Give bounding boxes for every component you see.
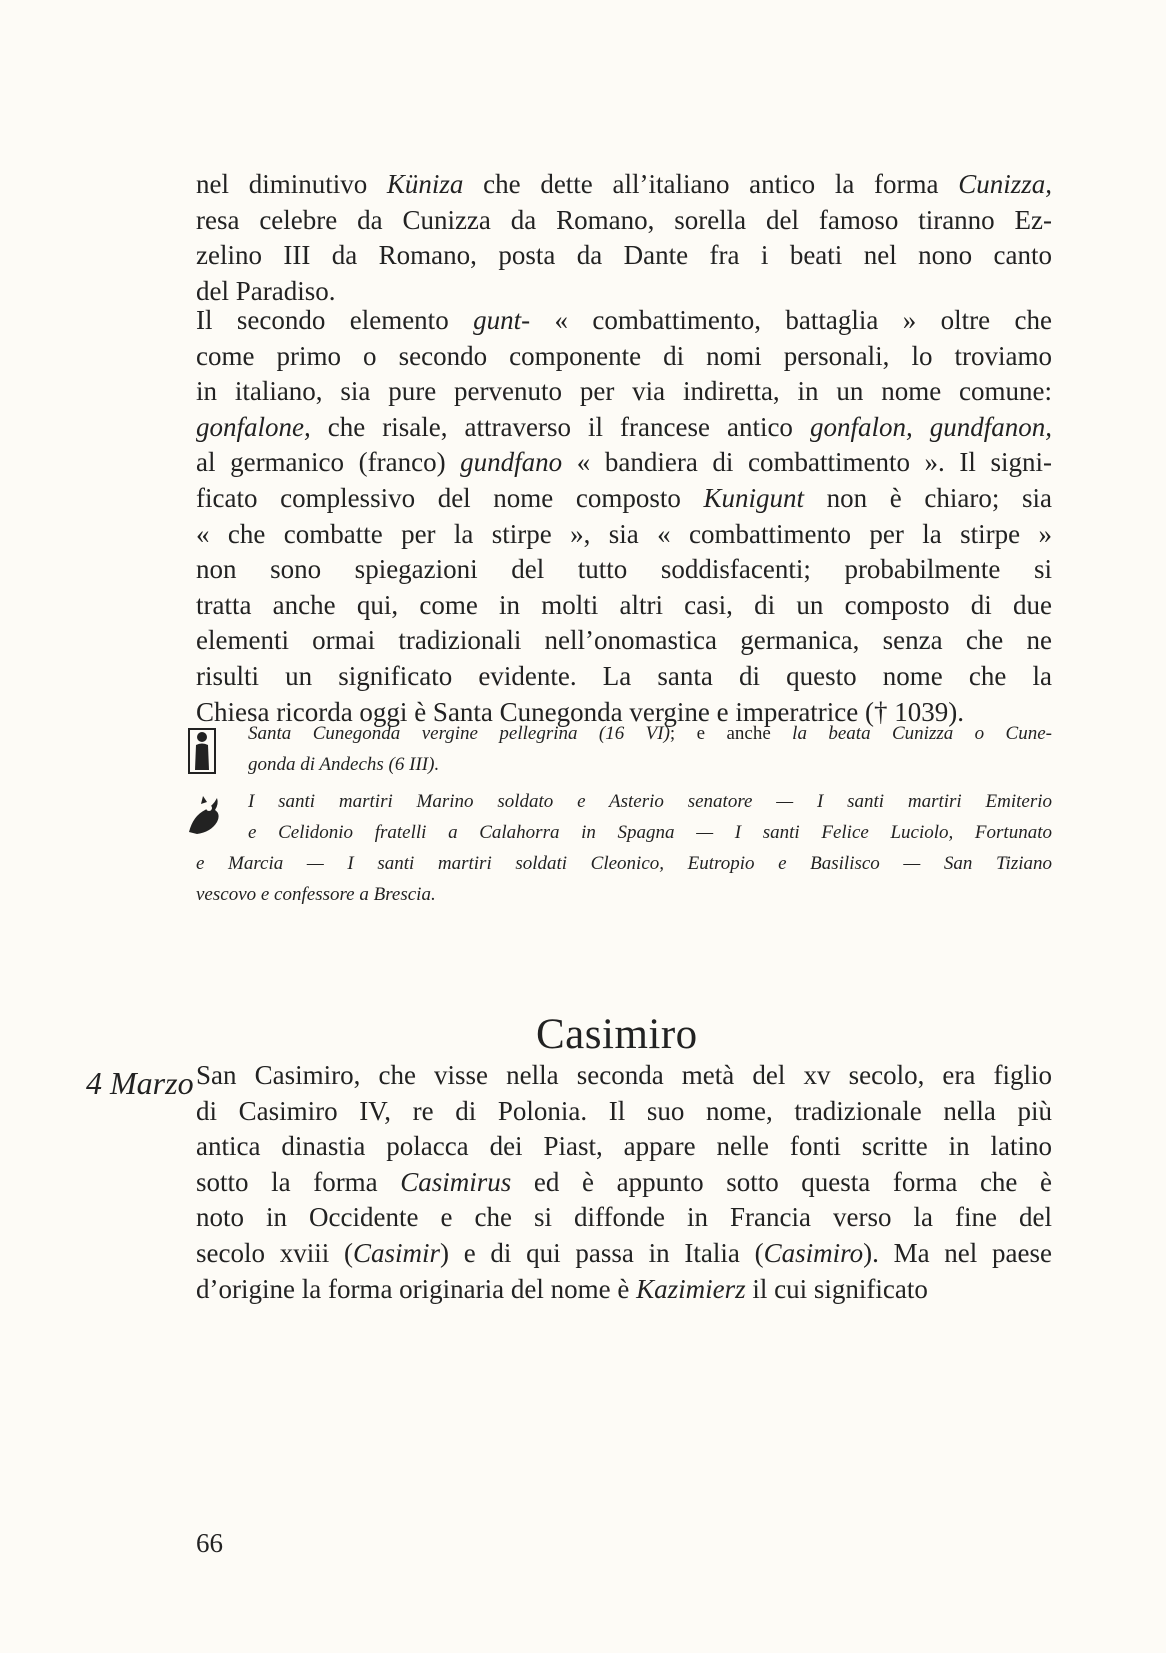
note-run: I santi martiri Marino soldato e Asterio senatore — I santi martiri Emiterio [248, 791, 1052, 812]
note-run: e Celidonio fratelli a Calahorra in Spagna — I santi Felice Luciolo, Fortunato [248, 822, 1052, 843]
italic-term: Kunigunt [703, 482, 805, 513]
text-line [196, 238, 1052, 274]
paragraph-gunt [196, 303, 1052, 730]
text-run: non sono spiegazioni del tutto soddisfacenti; probabilmente si [196, 554, 1052, 585]
italic-term: Casimirus [400, 1166, 512, 1197]
text-run: « bandiera di combattimento ». Il signi- [562, 447, 1052, 478]
text-run: ficato complessivo del nome composto [196, 482, 704, 513]
text-run: del Paradiso. [196, 275, 336, 306]
text-run: non è chiaro; sia [804, 482, 1052, 513]
text-run: ed è appunto sotto questa forma che è [511, 1166, 1053, 1197]
text-line [196, 410, 1052, 446]
saints-note-martyrs [196, 786, 1052, 910]
note-run: e Marcia — I santi martiri soldati Cleonico, Eutropio e Basilisco — San Tiziano [196, 853, 1052, 874]
text-run: tratta anche qui, come in molti altri casi, di un composto di due [196, 589, 1052, 620]
text-run: secolo xviii ( [196, 1237, 353, 1268]
text-line [196, 552, 1052, 588]
text-line [196, 879, 1052, 910]
text-line [196, 1236, 1052, 1272]
text-run: nel diminutivo [196, 169, 387, 199]
text-line [196, 303, 1052, 339]
text-line [196, 718, 1052, 749]
note-run: vescovo e confessore a Brescia. [196, 884, 436, 905]
text-run: risulti un significato evidente. La santa di questo nome che la [196, 660, 1052, 691]
text-run: ) e di qui passa in Italia ( [439, 1237, 764, 1268]
note-run: la beata Cunizza o Cune- [792, 723, 1052, 744]
italic-term: Casimiro [763, 1237, 864, 1268]
text-line [196, 445, 1052, 481]
text-run: « che combatte per la stirpe », sia « combattimento per la stirpe » [196, 518, 1052, 549]
text-line [196, 848, 1052, 879]
text-run: San Casimiro, che visse nella seconda metà del xv secolo, era figlio [196, 1060, 1052, 1090]
text-run: in italiano, sia pure pervenuto per via indiretta, in un nome comune: [196, 376, 1052, 407]
text-run: al germanico (franco) [196, 447, 461, 478]
text-run: il cui significato [745, 1273, 928, 1304]
text-line [196, 1129, 1052, 1165]
text-line [196, 1200, 1052, 1236]
text-line [196, 517, 1052, 553]
upright-run: ; e anche [669, 723, 793, 744]
text-line [196, 1094, 1052, 1130]
text-line [196, 786, 1052, 817]
italic-term: gonfalon, gundfanon, [809, 411, 1052, 442]
saints-note-cunegonda [196, 718, 1052, 780]
text-line [196, 749, 1052, 780]
text-line [196, 1058, 1052, 1094]
text-line [196, 203, 1052, 239]
text-line [196, 588, 1052, 624]
paragraph-casimiro [196, 1058, 1052, 1307]
text-line [196, 481, 1052, 517]
text-line [196, 1272, 1052, 1308]
text-run: elementi ormai tradizionali nell’onomastica germanica, senza che ne [196, 625, 1052, 656]
text-line [196, 374, 1052, 410]
text-run: « combattimento, battaglia » oltre che [530, 305, 1052, 335]
section-heading: Casimiro [536, 1011, 698, 1058]
italic-term: gunt- [473, 305, 531, 335]
paragraph-cunizza [196, 167, 1052, 309]
note-run: gonda di Andechs (6 III). [248, 754, 440, 775]
italic-term: gundfano [460, 447, 563, 478]
italic-term: Cunizza, [958, 169, 1052, 199]
italic-term: Kazimierz [636, 1273, 746, 1304]
page-number: 66 [196, 1528, 223, 1558]
text-run: zelino III da Romano, posta da Dante fra i beati nel nono canto [196, 240, 1052, 271]
text-run: Chiesa ricorda oggi è Santa Cunegonda vergine e imperatrice († 1039). [196, 696, 964, 727]
italic-term: Casimir [352, 1237, 440, 1268]
text-run: che dette all’italiano antico la forma [463, 169, 959, 199]
text-line [196, 167, 1052, 203]
text-run: sotto la forma [196, 1166, 401, 1197]
text-line [196, 659, 1052, 695]
note-run: Santa Cunegonda vergine pellegrina (16 VI) [248, 723, 670, 744]
text-line [196, 1165, 1052, 1201]
text-line [196, 817, 1052, 848]
text-run: come primo o secondo componente di nomi personali, lo troviamo [196, 340, 1052, 371]
text-run: noto in Occidente e che si diffonde in Francia verso la fine del [196, 1202, 1052, 1233]
italic-term: gonfalone, [196, 411, 311, 442]
text-run: Il secondo elemento [196, 305, 474, 335]
text-run: d’origine la forma originaria del nome è [196, 1273, 637, 1304]
feast-date: 4 Marzo [86, 1065, 194, 1101]
text-line [196, 339, 1052, 375]
text-run: antica dinastia polacca dei Piast, appare nelle fonti scritte in latino [196, 1131, 1052, 1162]
italic-term: Küniza [386, 169, 464, 199]
text-run: di Casimiro IV, re di Polonia. Il suo nome, tradizionale nella più [196, 1095, 1052, 1126]
text-run: resa celebre da Cunizza da Romano, sorella del famoso tiranno Ez- [196, 204, 1052, 235]
text-run: ). Ma nel paese [863, 1237, 1052, 1268]
text-line [196, 623, 1052, 659]
text-run: che risale, attraverso il francese antico [310, 411, 810, 442]
